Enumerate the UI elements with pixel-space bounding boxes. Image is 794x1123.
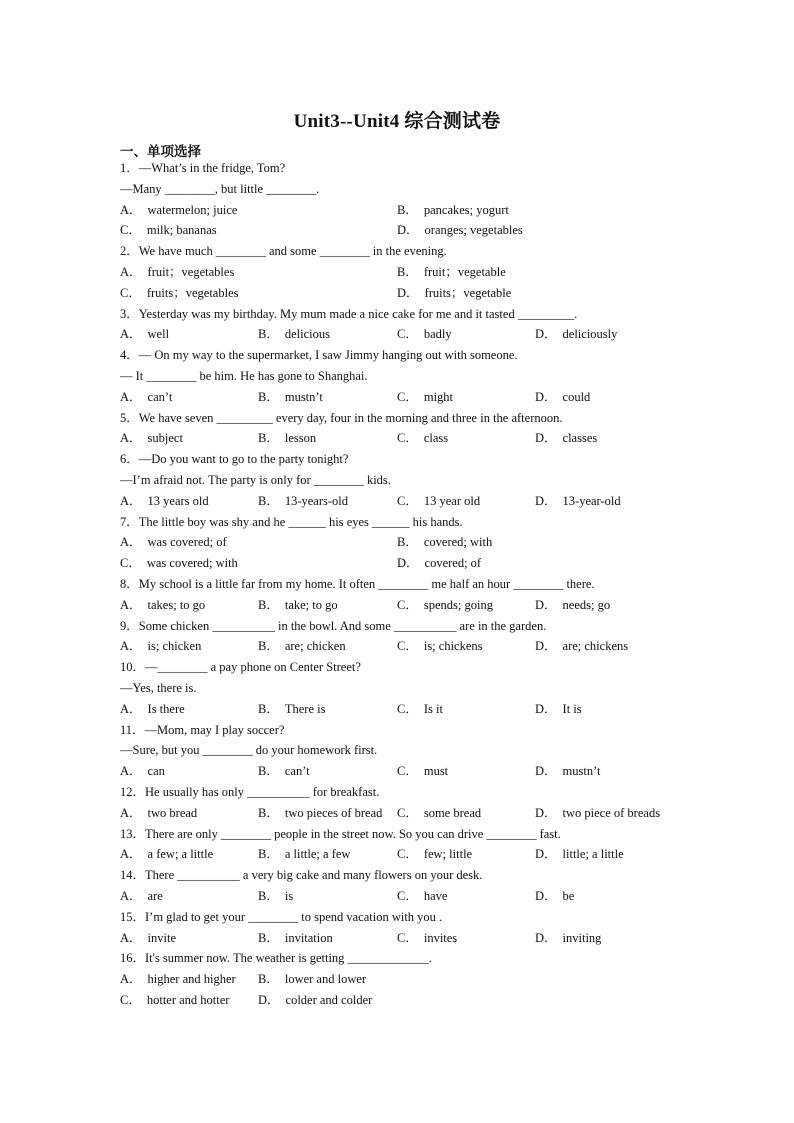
answer-option xyxy=(397,430,448,446)
option-text: was covered; with xyxy=(146,556,238,571)
answer-option xyxy=(535,930,601,946)
option-letter: A． xyxy=(120,972,142,987)
answer-option xyxy=(258,888,293,904)
option-text: higher and higher xyxy=(147,972,236,987)
answer-option xyxy=(397,888,447,904)
answer-option xyxy=(258,930,333,946)
question-stem: 8．My school is a little far from my home. It often ________ me half an hour ________ there. xyxy=(120,577,595,591)
answer-option xyxy=(397,326,452,342)
answer-option xyxy=(258,763,310,779)
option-text: watermelon; juice xyxy=(147,202,238,217)
option-letter: A． xyxy=(120,431,142,446)
option-text: well xyxy=(147,327,170,342)
question-dialogue-line: —I’m afraid not. The party is only for ________ kids. xyxy=(120,473,391,487)
answer-option xyxy=(397,846,472,862)
option-letter: B． xyxy=(397,535,418,550)
option-letter: C． xyxy=(397,389,418,404)
option-text: lesson xyxy=(284,431,317,446)
answer-option xyxy=(120,430,183,446)
question-stem: 14．There __________ a very big cake and many flowers on your desk. xyxy=(120,868,483,883)
option-text: can xyxy=(147,764,165,779)
option-text: can’t xyxy=(284,764,310,779)
option-letter: C． xyxy=(397,889,418,903)
option-text: lower and lower xyxy=(284,972,367,987)
question-stem: 4．— On my way to the supermarket, I saw Jimmy hanging out with someone. xyxy=(120,348,518,363)
answer-option xyxy=(258,701,325,717)
option-letter: B． xyxy=(258,889,279,903)
option-letter: C． xyxy=(120,556,141,571)
answer-option xyxy=(120,846,213,862)
option-letter: B． xyxy=(397,265,418,279)
option-letter: C． xyxy=(397,639,418,654)
answer-option xyxy=(120,971,236,987)
option-text: inviting xyxy=(562,930,602,945)
option-letter: C． xyxy=(397,327,418,342)
answer-option xyxy=(120,638,201,654)
answer-option xyxy=(258,805,382,821)
option-letter: A． xyxy=(120,639,142,654)
option-letter: B． xyxy=(258,764,279,779)
option-text: class xyxy=(423,431,449,446)
answer-option xyxy=(120,389,172,405)
option-text: badly xyxy=(423,327,452,342)
option-letter: D． xyxy=(397,285,419,300)
question-stem: 13．There are only ________ people in the street now. So you can drive ________ fast. xyxy=(120,826,561,841)
option-text: invitation xyxy=(284,930,333,945)
option-text: subject xyxy=(147,431,183,446)
option-letter: B． xyxy=(258,972,279,987)
option-letter: A． xyxy=(120,930,142,945)
option-letter: A． xyxy=(120,764,142,779)
answer-option xyxy=(120,763,165,779)
option-text: Is there xyxy=(147,701,185,716)
option-letter: B． xyxy=(258,805,279,820)
option-text: spends; going xyxy=(423,597,493,612)
answer-option xyxy=(397,930,457,946)
question-stem: 9．Some chicken __________ in the bowl. And some __________ are in the garden. xyxy=(120,618,547,633)
answer-option xyxy=(258,992,372,1008)
option-text: a little; a few xyxy=(284,847,351,862)
option-letter: C． xyxy=(397,701,418,716)
option-text: a few; a little xyxy=(147,847,214,862)
answer-option xyxy=(258,493,348,509)
option-text: little; a little xyxy=(562,847,624,862)
option-letter: D． xyxy=(535,597,557,612)
option-letter: A． xyxy=(120,493,142,508)
option-letter: A． xyxy=(120,701,142,716)
answer-option xyxy=(397,389,453,405)
answer-option xyxy=(397,493,480,509)
option-text: pancakes; yogurt xyxy=(423,202,509,217)
option-text: are; chickens xyxy=(562,639,629,654)
option-letter: A． xyxy=(120,805,142,820)
answer-option xyxy=(535,389,590,405)
option-letter: B． xyxy=(258,701,279,716)
question-stem: 5．We have seven _________ every day, four in the morning and three in the afternoon. xyxy=(120,410,563,425)
answer-option xyxy=(258,430,316,446)
option-text: milk; bananas xyxy=(146,223,217,238)
option-letter: B． xyxy=(397,202,418,217)
answer-option xyxy=(535,846,624,862)
option-text: 13 year old xyxy=(423,493,481,508)
option-letter: D． xyxy=(535,847,557,862)
answer-option xyxy=(535,701,582,717)
question-stem: 10．—________ a pay phone on Center Street? xyxy=(120,660,361,675)
answer-option xyxy=(535,763,601,779)
option-letter: C． xyxy=(397,930,418,945)
option-letter: B． xyxy=(258,597,279,612)
answer-option xyxy=(120,992,229,1008)
answer-option xyxy=(258,389,323,405)
option-letter: D． xyxy=(535,764,557,779)
answer-option xyxy=(120,285,238,301)
answer-option xyxy=(535,638,628,654)
option-text: covered; of xyxy=(424,556,482,571)
option-text: must xyxy=(423,764,449,779)
option-text: deliciously xyxy=(562,327,618,342)
answer-option xyxy=(258,326,330,342)
option-text: mustn’t xyxy=(284,389,323,404)
answer-option xyxy=(120,264,234,280)
option-letter: D． xyxy=(535,639,557,654)
option-text: are; chicken xyxy=(284,639,346,654)
option-text: are xyxy=(147,889,163,903)
option-letter: C． xyxy=(397,847,418,862)
answer-option xyxy=(535,805,660,821)
answer-option xyxy=(120,326,169,342)
question-stem: 11．—Mom, may I play soccer? xyxy=(120,722,285,737)
option-letter: A． xyxy=(120,847,142,862)
answer-option xyxy=(397,597,493,613)
question-stem: 6．—Do you want to go to the party tonight? xyxy=(120,452,349,467)
question-stem: 15．I’m glad to get your ________ to spend vacation with you . xyxy=(120,909,443,924)
page-title: Unit3--Unit4 综合测试卷 xyxy=(293,111,501,132)
option-letter: C． xyxy=(120,993,141,1007)
option-letter: D． xyxy=(258,993,280,1007)
option-text: might xyxy=(423,389,454,404)
option-text: fruits；vegetables xyxy=(146,285,239,300)
option-letter: C． xyxy=(120,223,141,238)
answer-option xyxy=(535,326,617,342)
answer-option xyxy=(397,638,483,654)
option-text: few; little xyxy=(423,847,473,862)
option-text: can’t xyxy=(147,389,173,404)
option-text: could xyxy=(562,389,591,404)
answer-option xyxy=(120,805,197,821)
option-letter: B． xyxy=(258,847,279,862)
option-letter: D． xyxy=(535,389,557,404)
option-letter: D． xyxy=(535,327,557,342)
option-text: take; to go xyxy=(284,597,338,612)
option-text: two piece of breads xyxy=(562,805,661,820)
option-letter: A． xyxy=(120,597,142,612)
question-stem: 1．—What’s in the fridge, Tom? xyxy=(120,161,286,175)
answer-option xyxy=(535,430,597,446)
option-letter: A． xyxy=(120,889,142,903)
option-text: hotter and hotter xyxy=(146,993,230,1007)
option-letter: D． xyxy=(535,431,557,446)
option-text: 13-years-old xyxy=(284,493,349,508)
option-letter: B． xyxy=(258,930,279,945)
option-text: have xyxy=(423,889,448,903)
answer-option xyxy=(397,805,481,821)
option-text: There is xyxy=(284,701,326,716)
option-letter: A． xyxy=(120,535,142,550)
option-letter: D． xyxy=(397,556,419,571)
option-text: mustn’t xyxy=(562,764,601,779)
option-text: is; chicken xyxy=(147,639,202,654)
option-text: covered; with xyxy=(423,535,493,550)
option-letter: A． xyxy=(120,202,142,217)
option-text: It is xyxy=(562,701,582,716)
option-letter: A． xyxy=(120,265,142,279)
option-letter: C． xyxy=(397,764,418,779)
option-text: invite xyxy=(147,930,176,945)
answer-option xyxy=(397,285,511,301)
option-letter: D． xyxy=(535,701,557,716)
option-letter: B． xyxy=(258,639,279,654)
question-dialogue-line: —Sure, but you ________ do your homework first. xyxy=(120,743,378,758)
answer-option xyxy=(120,701,185,717)
option-text: some bread xyxy=(423,805,482,820)
answer-option xyxy=(397,701,443,717)
answer-option xyxy=(120,888,163,904)
answer-option xyxy=(397,264,506,280)
option-letter: D． xyxy=(397,223,419,238)
option-letter: D． xyxy=(535,889,557,903)
option-letter: B． xyxy=(258,431,279,446)
option-letter: C． xyxy=(397,805,418,820)
option-text: fruit；vegetable xyxy=(423,265,506,279)
option-text: colder and colder xyxy=(285,993,373,1007)
option-text: be xyxy=(562,889,575,903)
option-text: delicious xyxy=(284,327,330,342)
answer-option xyxy=(397,763,448,779)
option-letter: B． xyxy=(258,389,279,404)
option-text: 13 years old xyxy=(147,493,209,508)
option-text: takes; to go xyxy=(147,597,206,612)
answer-option xyxy=(120,597,205,613)
question-dialogue-line: —Many ________, but little ________. xyxy=(120,181,320,196)
option-letter: B． xyxy=(258,327,279,342)
option-letter: A． xyxy=(120,327,142,342)
option-text: was covered; of xyxy=(147,535,227,550)
question-stem: 12．He usually has only __________ for breakfast. xyxy=(120,785,380,799)
option-text: needs; go xyxy=(562,597,611,612)
option-letter: D． xyxy=(535,493,557,508)
question-dialogue-line: — It ________ be him. He has gone to Shanghai. xyxy=(120,369,368,383)
option-text: oranges; vegetables xyxy=(424,223,523,238)
answer-option xyxy=(258,638,346,654)
answer-option xyxy=(120,222,217,238)
answer-option xyxy=(397,222,523,238)
answer-option xyxy=(535,493,621,509)
option-text: Is it xyxy=(423,701,443,716)
option-letter: B． xyxy=(258,493,279,508)
option-text: classes xyxy=(562,431,598,446)
answer-option xyxy=(397,534,492,550)
option-text: is; chickens xyxy=(423,639,483,654)
question-stem: 2．We have much ________ and some ________ in the evening. xyxy=(120,244,447,259)
question-stem: 16．It's summer now. The weather is getting _____________. xyxy=(120,951,432,966)
answer-option xyxy=(120,930,176,946)
option-letter: D． xyxy=(535,805,557,820)
answer-option xyxy=(120,493,209,509)
option-text: fruit；vegetables xyxy=(147,265,235,279)
option-letter: C． xyxy=(397,493,418,508)
option-letter: C． xyxy=(397,597,418,612)
answer-option xyxy=(258,971,366,987)
question-stem: 7．The little boy was shy and he ______ his eyes ______ his hands. xyxy=(120,514,463,529)
section-heading: 一、单项选择 xyxy=(120,144,201,159)
answer-option xyxy=(120,555,238,571)
answer-option xyxy=(120,202,237,218)
option-text: two bread xyxy=(147,805,198,820)
option-letter: D． xyxy=(535,930,557,945)
question-stem: 3．Yesterday was my birthday. My mum made a nice cake for me and it tasted _________. xyxy=(120,306,578,321)
option-text: invites xyxy=(423,930,458,945)
question-dialogue-line: —Yes, there is. xyxy=(120,681,197,695)
option-text: fruits；vegetable xyxy=(424,285,512,300)
answer-option xyxy=(397,202,509,218)
option-text: two pieces of bread xyxy=(284,805,383,820)
answer-option xyxy=(120,534,227,550)
option-letter: A． xyxy=(120,389,142,404)
option-letter: C． xyxy=(120,285,141,300)
option-letter: C． xyxy=(397,431,418,446)
answer-option xyxy=(258,846,350,862)
answer-option xyxy=(397,555,481,571)
answer-option xyxy=(535,597,610,613)
option-text: 13-year-old xyxy=(562,493,621,508)
answer-option xyxy=(258,597,338,613)
option-text: is xyxy=(284,889,294,903)
answer-option xyxy=(535,888,574,904)
